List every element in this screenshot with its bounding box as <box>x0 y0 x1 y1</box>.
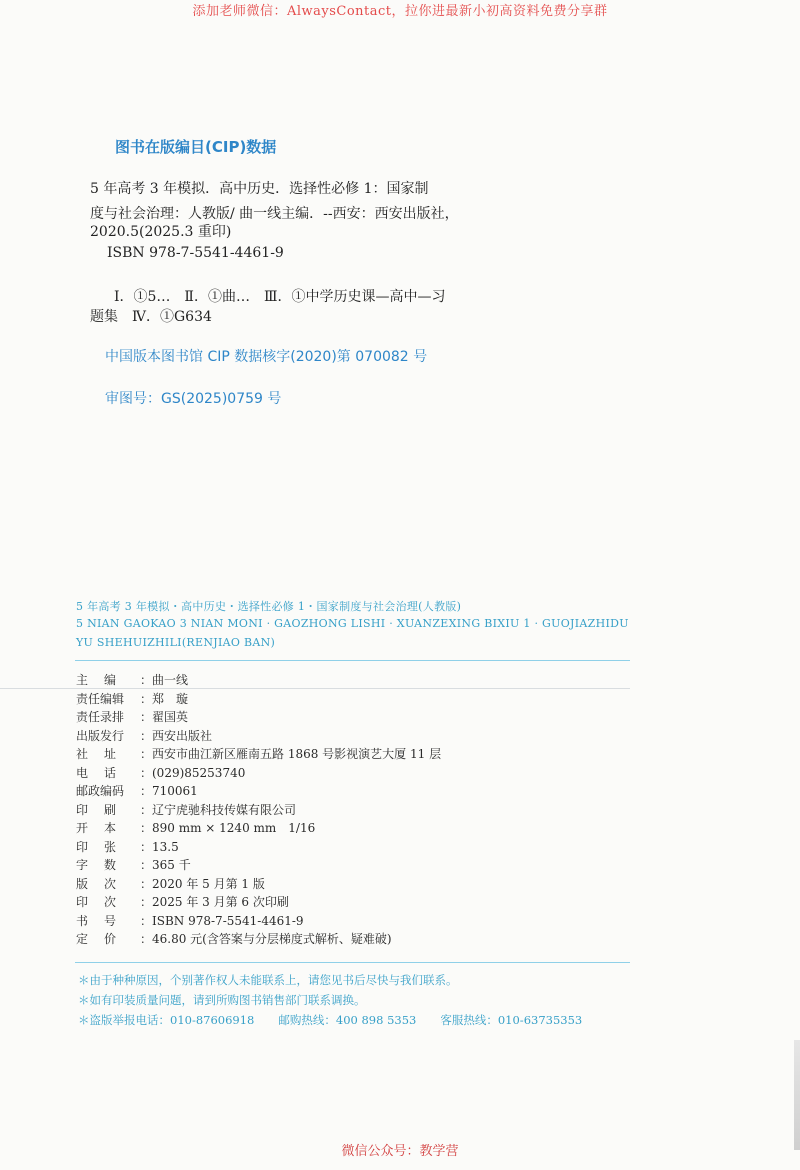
imprint-value: ：曲一线 <box>140 673 189 687</box>
imprint-label: 主 编 <box>76 673 116 687</box>
imprint-value: ：ISBN 978-7-5541-4461-9 <box>140 913 304 928</box>
imprint-row <box>76 930 392 948</box>
series-title-pinyin: 5 NIAN GAOKAO 3 NIAN MONI · GAOZHONG LISHI · XUANZEXING BIXIU 1 · GUOJIAZHIDU <box>76 617 629 630</box>
imprint-value: ：2025 年 3 月第 6 次印刷 <box>140 895 289 909</box>
imprint-row <box>76 819 315 837</box>
imprint-row <box>76 838 179 856</box>
imprint-row <box>76 782 198 800</box>
imprint-row <box>76 745 441 763</box>
map-review-number: 审图号：GS(2025)0759 号 <box>105 391 282 407</box>
footer-wechat: 微信公众号：教学营 <box>341 1144 459 1159</box>
imprint-row <box>76 671 188 689</box>
series-title-pinyin: YU SHEHUIZHILI(RENJIAO BAN) <box>76 636 276 649</box>
cip-record-number: 中国版本图书馆 CIP 数据核字(2020)第 070082 号 <box>105 349 428 365</box>
hotline-row <box>78 1012 582 1028</box>
cip-isbn: ISBN 978-7-5541-4461-9 <box>107 245 284 261</box>
imprint-label: 出版发行 <box>76 728 125 743</box>
imprint-value: ：西安出版社 <box>140 728 213 743</box>
divider <box>75 660 630 661</box>
imprint-label: 定 价 <box>76 932 116 946</box>
imprint-row <box>76 801 296 819</box>
imprint-label: 印 刷 <box>76 802 116 817</box>
imprint-label: 责任录排 <box>76 710 125 724</box>
cip-line: 5 年高考 3 年模拟．高中历史．选择性必修 1：国家制 <box>90 181 429 197</box>
top-watermark: 添加老师微信：AlwaysContact，拉你进最新小初高资料免费分享群 <box>192 4 608 19</box>
mail-order-hotline: 邮购热线：400 898 5353 <box>278 1013 417 1027</box>
imprint-row <box>76 690 188 708</box>
imprint-row <box>76 856 191 874</box>
imprint-value: ：郑 璇 <box>140 691 189 706</box>
imprint-value: ：(029)85253740 <box>140 765 246 780</box>
imprint-label: 字 数 <box>76 858 116 872</box>
cip-classification: 题集 Ⅳ．①G634 <box>90 309 212 325</box>
imprint-label: 印 张 <box>76 839 116 854</box>
imprint-label: 印 次 <box>76 895 116 909</box>
imprint-row <box>76 764 245 782</box>
divider <box>75 962 630 963</box>
cip-title: 图书在版编目(CIP)数据 <box>115 138 277 156</box>
imprint-row <box>76 708 188 726</box>
imprint-row <box>76 875 265 893</box>
imprint-value: ：13.5 <box>140 839 179 854</box>
imprint-label: 开 本 <box>76 821 116 835</box>
imprint-value: ：西安市曲江新区雁南五路 1868 号影视演艺大厦 11 层 <box>140 747 442 761</box>
imprint-label: 书 号 <box>76 913 116 928</box>
cip-line: 2020.5(2025.3 重印) <box>90 224 232 240</box>
series-title-cn: 5 年高考 3 年模拟・高中历史・选择性必修 1・国家制度与社会治理(人教版) <box>76 600 462 613</box>
imprint-label: 版 次 <box>76 876 116 891</box>
imprint-value: ：710061 <box>140 784 198 798</box>
imprint-row <box>76 893 289 911</box>
imprint-label: 社 址 <box>76 747 116 761</box>
imprint-value: ：890 mm × 1240 mm 1/16 <box>140 821 316 835</box>
cip-line: 度与社会治理：人教版/ 曲一线主编．--西安：西安出版社， <box>90 206 459 222</box>
imprint-value: ：翟国英 <box>140 710 189 724</box>
page-edge-shadow <box>794 1040 800 1150</box>
imprint-label: 电 话 <box>76 765 116 780</box>
service-hotline: 客服热线：010-63735353 <box>440 1013 583 1027</box>
imprint-value: ：辽宁虎驰科技传媒有限公司 <box>140 802 297 817</box>
piracy-hotline: ＊盗版举报电话：010-87606918 <box>78 1013 255 1027</box>
quality-notice: ＊如有印装质量问题，请到所购图书销售部门联系调换。 <box>78 993 366 1007</box>
imprint-value: ：46.80 元(含答案与分层梯度式解析、疑难破) <box>140 932 392 946</box>
imprint-label: 责任编辑 <box>76 691 125 706</box>
cip-classification: Ⅰ．①5… Ⅱ．①曲… Ⅲ．①中学历史课—高中—习 <box>114 289 446 305</box>
imprint-value: ：365 千 <box>140 858 191 872</box>
copyright-notice: ＊由于种种原因，个别著作权人未能联系上，请您见书后尽快与我们联系。 <box>78 973 458 987</box>
imprint-value: ：2020 年 5 月第 1 版 <box>140 876 265 891</box>
imprint-row <box>76 727 212 745</box>
imprint-row <box>76 912 304 930</box>
imprint-label: 邮政编码 <box>76 784 125 798</box>
